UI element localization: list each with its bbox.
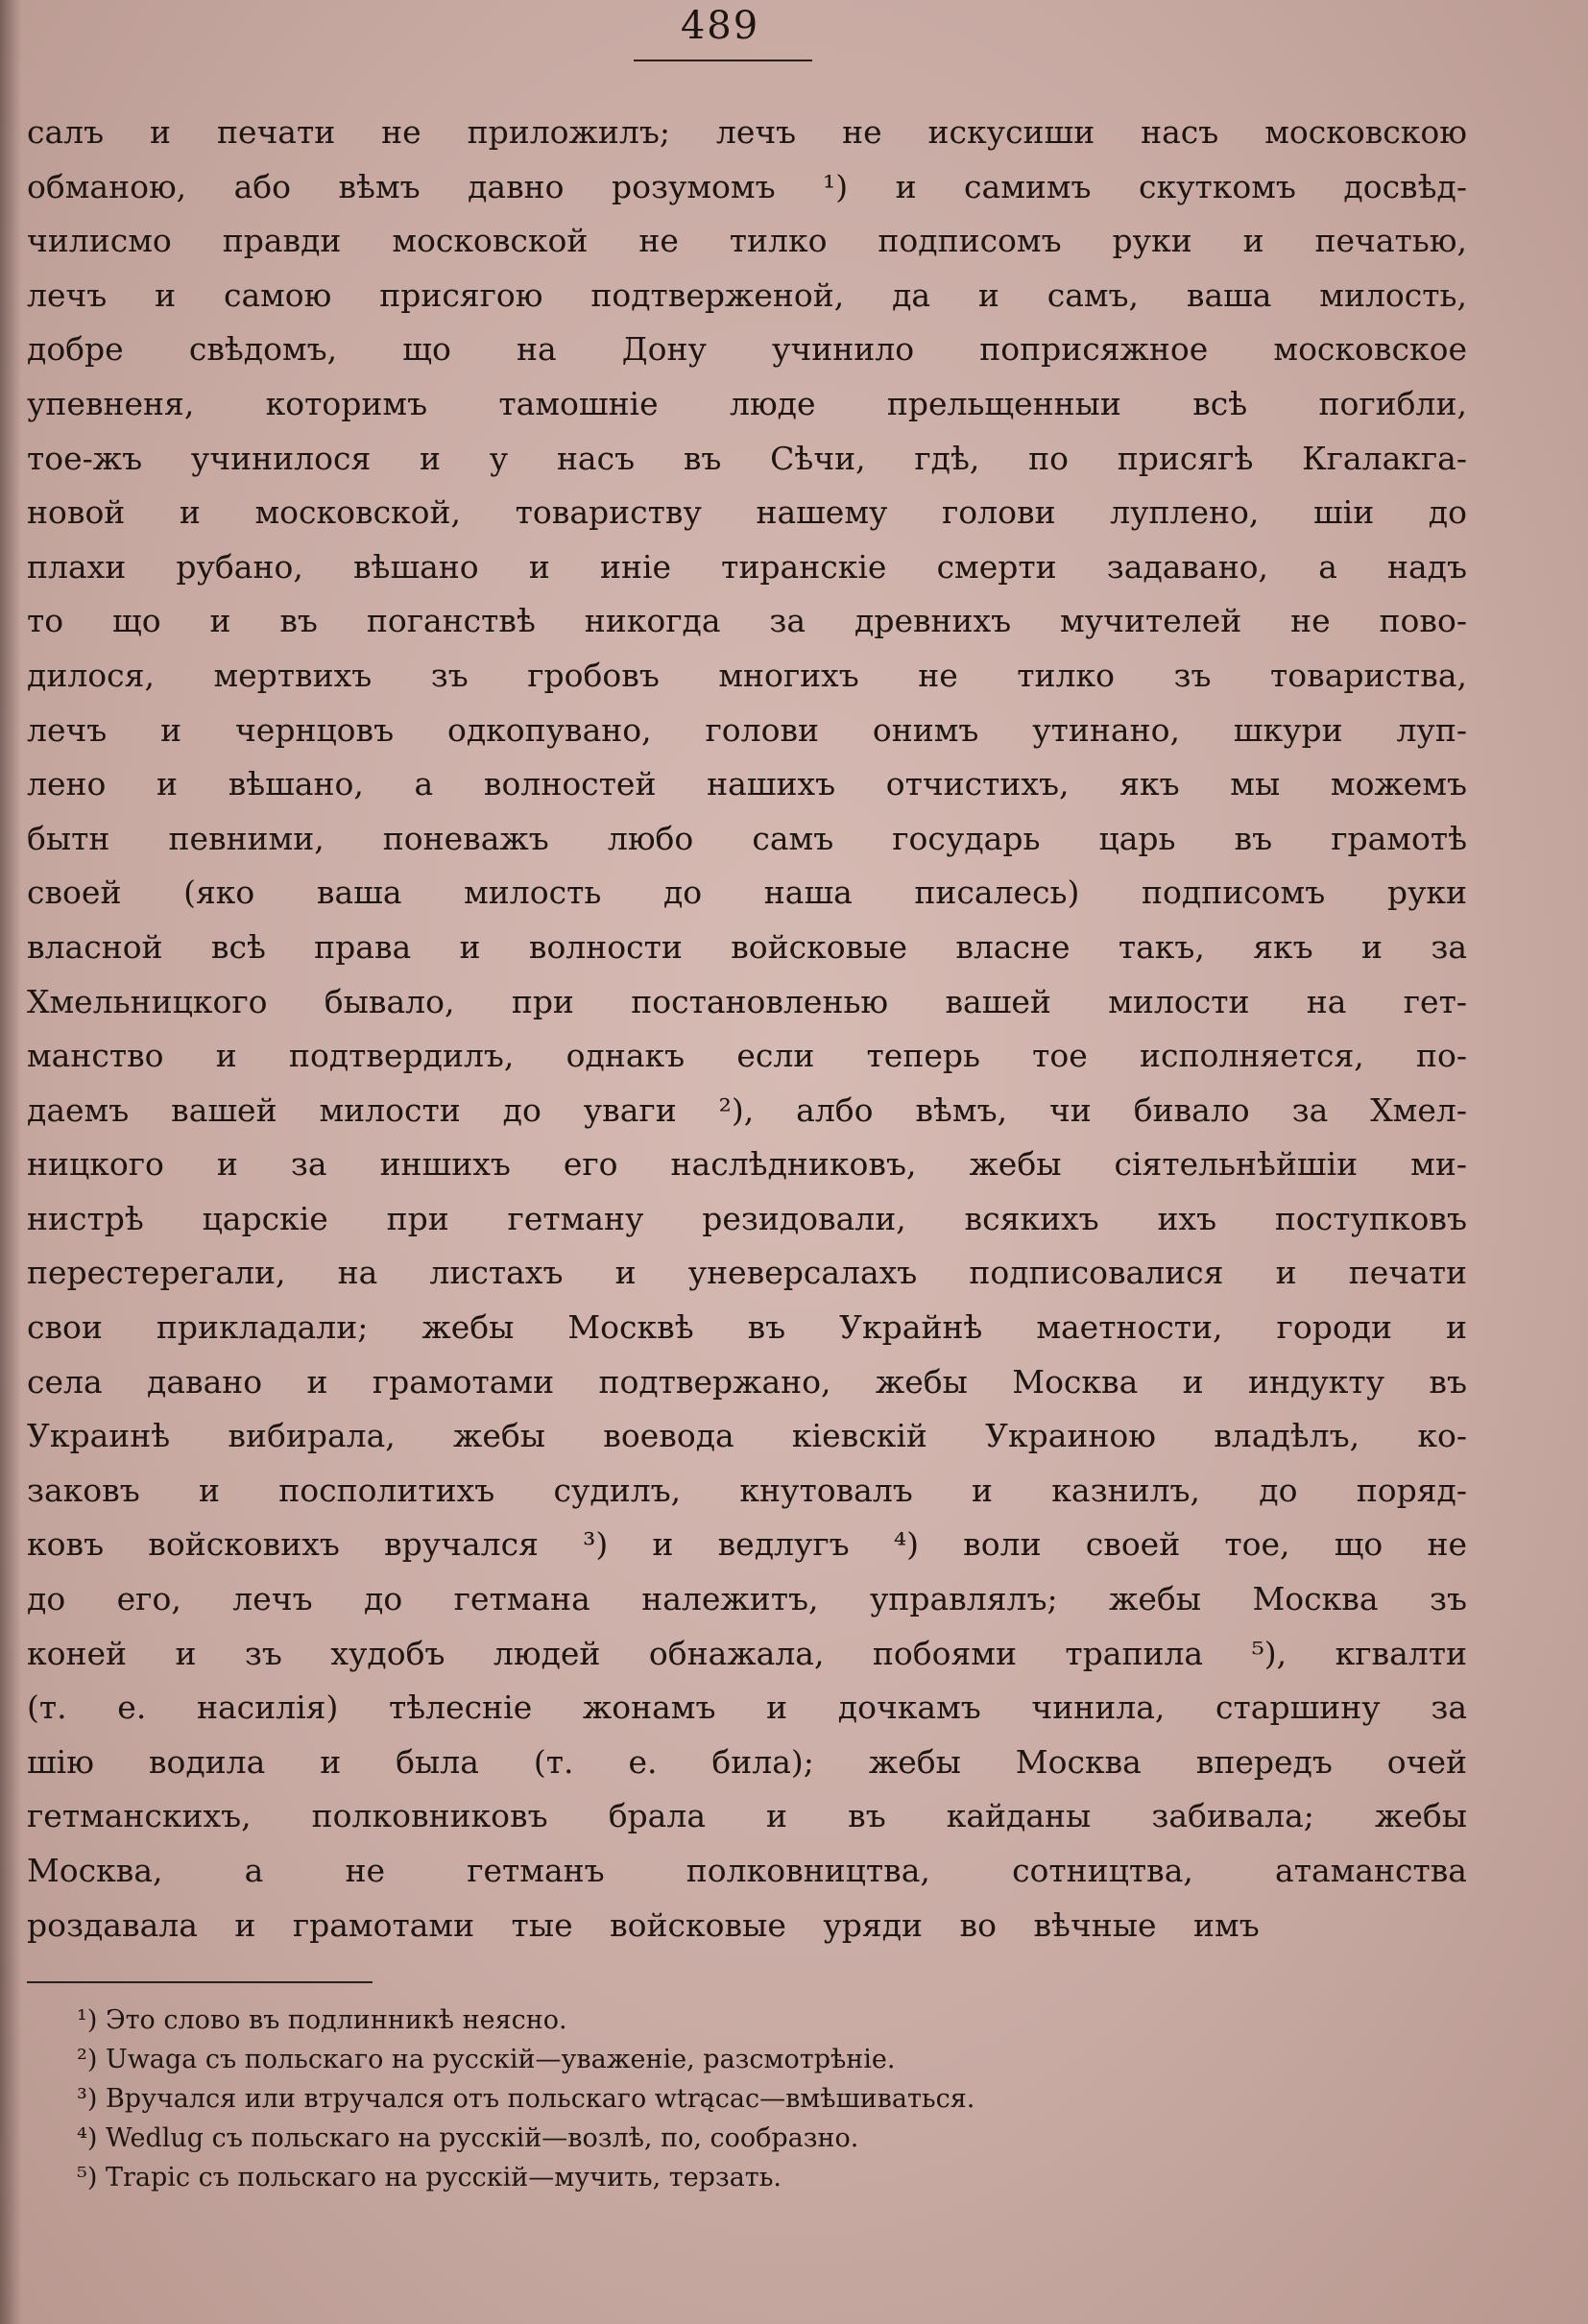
text-line: лено и вѣшано, а волностей нашихъ отчистихъ, якъ мы можемъ: [27, 765, 1467, 803]
footnotes: [77, 2001, 1325, 2197]
text-line: плахи рубано, вѣшано и иніе тиранскіе смерти задавано, а надъ: [27, 547, 1467, 586]
footnote-separator: [27, 1981, 373, 1983]
text-line: обманою, або вѣмъ давно розумомъ ¹) и самимъ скуткомъ досвѣд-: [27, 167, 1467, 205]
text-line: добре свѣдомъ, що на Дону учинило поприсяжное московское: [27, 330, 1467, 369]
text-line: свои прикладали; жебы Москвѣ въ Украйнѣ маетности, городи и: [27, 1308, 1467, 1347]
text-line: ковъ войсковихъ вручался ³) и ведлугъ ⁴) воли своей тое, що не: [27, 1525, 1467, 1564]
footnote-3: ³) Вручался или втручался отъ польскаго wtrącac—вмѣшиваться.: [77, 2084, 975, 2114]
text-line: лечъ и самою присягою подтверженой, да и самъ, ваша милость,: [27, 276, 1467, 314]
text-line: заковъ и посполитихъ судилъ, кнутовалъ и казнилъ, до поряд-: [27, 1471, 1467, 1509]
text-line: (т. е. насилія) тѣлесніе жонамъ и дочкамъ чинила, старшину за: [27, 1689, 1467, 1727]
text-line: упевненя, которимъ тамошніе люде прельщенныи всѣ погибли,: [27, 384, 1467, 422]
text-line: села давано и грамотами подтвержано, жебы Москва и индукту въ: [27, 1362, 1467, 1401]
text-line: до его, лечъ до гетмана належитъ, управлялъ; жебы Москва зъ: [27, 1580, 1467, 1618]
text-line: перестерегали, на листахъ и уневерсалахъ подписовалися и печати: [27, 1254, 1467, 1292]
text-line: гетманскихъ, полковниковъ брала и въ кайданы забивала; жебы: [27, 1797, 1467, 1835]
page-number: 489: [680, 4, 760, 48]
text-line: даемъ вашей милости до уваги ²), албо вѣмъ, чи бивало за Хмел-: [27, 1090, 1467, 1129]
footnote-5: ⁵) Trapic съ польскаго на русскій—мучить, терзать.: [77, 2163, 782, 2192]
text-line: новой и московской, товариству нашему голови луплено, шіи до: [27, 493, 1467, 532]
text-line: чилисмо правди московской не тилко подписомъ руки и печатью,: [27, 222, 1467, 260]
text-line: манство и подтвердилъ, однакъ если теперь тое исполняется, по-: [27, 1037, 1467, 1075]
text-line: роздавала и грамотами тые войсковые уряди во вѣчные имъ: [27, 1905, 1260, 1944]
text-line: Москва, а не гетманъ полковництва, сотництва, атаманства: [27, 1852, 1467, 1889]
text-line: Хмельницкого бывало, при постановленью вашей милости на гет-: [27, 982, 1467, 1020]
text-line: ницкого и за иншихъ его наслѣдниковъ, жебы сіятельнѣйшіи ми-: [27, 1145, 1467, 1184]
text-line: шію водила и была (т. е. била); жебы Москва впередъ очей: [27, 1742, 1467, 1781]
text-line: коней и зъ худобъ людей обнажала, побоями трапила ⁵), кгвалти: [27, 1634, 1467, 1672]
page-edge-shadow: [0, 0, 21, 2324]
text-line: дилося, мертвихъ зъ гробовъ многихъ не тилко зъ товариства,: [27, 656, 1467, 694]
text-line: тое-жъ учинилося и у насъ въ Сѣчи, гдѣ, по присягѣ Кгалакга-: [27, 439, 1467, 477]
body-text: [27, 106, 1467, 1953]
text-line: салъ и печати не приложилъ; лечъ не искусиши насъ московскою: [27, 113, 1467, 151]
footnote-2: ²) Uwaga съ польскаго на русскій—уваженіе, разсмотрѣніе.: [77, 2045, 896, 2074]
text-line: Украинѣ вибирала, жебы воевода кіевскій Украиною владѣлъ, ко-: [27, 1417, 1467, 1455]
footnote-1: ¹) Это слово въ подлинникѣ неясно.: [77, 2005, 567, 2035]
footnote-4: ⁴) Wedlug съ польскаго на русскій—возлѣ, по, сообразно.: [77, 2123, 859, 2153]
text-line: лечъ и чернцовъ одкопувано, голови онимъ утинано, шкури луп-: [27, 710, 1467, 749]
text-line: своей (яко ваша милость до наша писалесь) подписомъ руки: [27, 874, 1467, 912]
text-line: нистрѣ царскіе при гетману резидовали, всякихъ ихъ поступковъ: [27, 1199, 1467, 1237]
text-line: бытн певними, поневажъ любо самъ государь царь въ грамотѣ: [27, 819, 1467, 857]
text-line: власной всѣ права и волности войсковые власне такъ, якъ и за: [27, 927, 1467, 966]
page-number-rule: [634, 60, 812, 61]
text-line: то що и въ поганствѣ никогда за древнихъ мучителей не пово-: [27, 602, 1467, 640]
